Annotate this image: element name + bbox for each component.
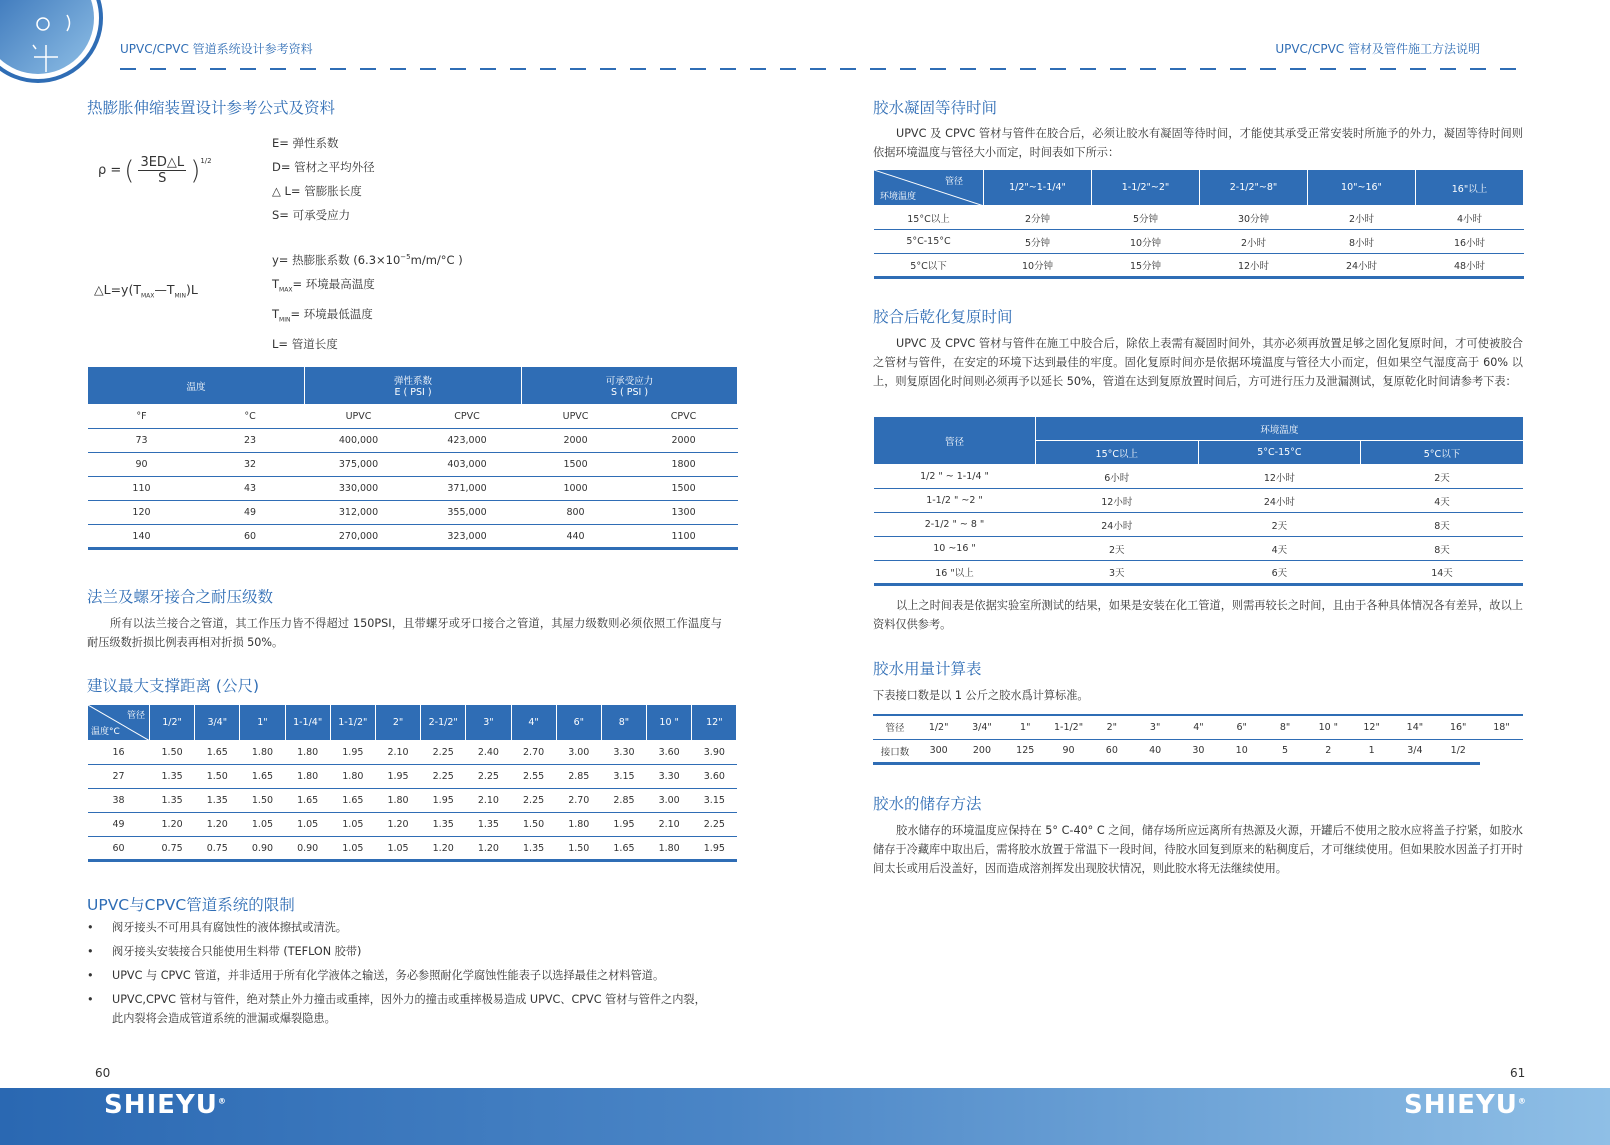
table-row: 15°C以上 2分钟 5分钟 30分钟 2小时 4小时 [874, 206, 1524, 230]
brand-logo-left: SHIEYU® [104, 1090, 227, 1120]
subhead-upvc-e: UPVC [305, 405, 413, 429]
table-row: 140 60 270,000 323,000 440 1100 [88, 525, 738, 549]
footer-band [0, 1088, 1610, 1145]
flange-pressure-paragraph: 所有以法兰接合之管道，其工作压力皆不得超过 150PSI，且带螺牙或牙口接合之管道，其屋力级数则必须依照工作温度与耐压级数折损比例表再相对折损 50%。 [87, 617, 722, 649]
subhead-f: °F [88, 405, 196, 429]
section-title-thermal-expansion: 热膨胀伸缩装置设计参考公式及资料 [87, 99, 336, 117]
definitions-block-2 [272, 245, 463, 356]
table-row: 2-1/2 " ~ 8 " 24小时 2天 8天 [874, 513, 1524, 537]
corner-diagonal-cell: 管径 环境温度 [874, 170, 984, 206]
th-size: 管径 [874, 417, 1036, 465]
def-l: L= 管道长度 [272, 337, 338, 352]
def-d: D= 管材之平均外径 [272, 160, 375, 174]
table-row: 120 49 312,000 355,000 800 1300 [88, 501, 738, 525]
table-row: 49 1.20 1.20 1.05 1.05 1.05 1.20 1.35 1.35 1.50 1.80 1.95 2.10 2.25 [88, 813, 737, 837]
section-title-cure-time: 胶水凝固等待时间 [873, 99, 998, 117]
glue-usage-table [873, 714, 1523, 765]
table-row: 90 32 375,000 403,000 1500 1800 [88, 453, 738, 477]
th-env-temp: 环境温度 [1036, 417, 1524, 441]
section-title-flange-pressure: 法兰及螺牙接合之耐压级数 [87, 588, 274, 606]
paren-left: ( [124, 155, 135, 186]
subhead-cpvc-e: CPVC [413, 405, 522, 429]
table-row: 27 1.35 1.50 1.65 1.80 1.80 1.95 2.25 2.25 2.55 2.85 3.15 3.30 3.60 [88, 765, 737, 789]
table-row: 5°C-15°C 5分钟 10分钟 2小时 8小时 16小时 [874, 230, 1524, 254]
page-number-right: 61 [1510, 1066, 1526, 1080]
recovery-time-table: 管径 环境温度 15°C以上 5°C-15°C 5°C以下 1/2 " ~ 1-1/4 " 6小时 12小时 2天 1-1/2 " ~2 " 12小时 24小时 4天 2-1/2 " ~ 8 " 24小时 2天 8天 10 ~16 " 2天 4天 8天 16 "以上 3天 6天 14天 [873, 416, 1524, 586]
formula-delta-l: $\triangle L=y(T_{MAX}—T_{MIN})L$ [94, 282, 198, 300]
list-item: • UPVC 与 CPVC 管道，并非适用于所有化学液体之输送，务必参照耐化学腐蚀性能表子以选择最佳之材料管道。 [87, 969, 665, 982]
cure-time-table: 管径 环境温度 1/2"~1-1/4" 1-1/2"~2" 2-1/2"~8" 10"~16" 16"以上 15°C以上 2分钟 5分钟 30分钟 2小时 4小时 5°C-15°C 5分钟 10分钟 2小时 8小时 16小时 5°C以下 10分钟 15分钟 12小时 24小时 48小时 [873, 169, 1524, 279]
glue-usage-intro: 下表接口数是以 1 公斤之胶水爲计算标准。 [873, 689, 1089, 702]
cure-time-paragraph: UPVC 及 CPVC 管材与管件在胶合后，必须让胶水有凝固等待时间，才能使其承受正常安装时所施予的外力，凝固等待时间则依据环境温度与管径大小而定，时间表如下所示： [873, 127, 1523, 159]
list-item: • 阀牙接头不可用具有腐蚀性的液体擦拭或清洗。 [87, 921, 347, 934]
table-row: 16 1.50 1.65 1.80 1.80 1.95 2.10 2.25 2.40 2.70 3.00 3.30 3.60 3.90 [88, 741, 737, 765]
formula-denominator: S [158, 171, 167, 186]
subhead-upvc-s: UPVC [522, 405, 630, 429]
table-row: 1/2 " ~ 1-1/4 " 6小时 12小时 2天 [874, 465, 1524, 489]
th-elastic: 弹性系数 E ( PSI ) [305, 367, 522, 405]
table-row: 10 ~16 " 2天 4天 8天 [874, 537, 1524, 561]
th-temp: 温度 [88, 367, 305, 405]
list-item: • 阀牙接头安装接合只能使用生料带 (TEFLON 胶带) [87, 945, 362, 958]
limitations-list [87, 918, 737, 1028]
table-row: 接口数 300 200 125 90 60 40 30 10 5 2 1 3/4 1/2 [873, 739, 1523, 763]
def-s: S= 可承受应力 [272, 208, 351, 222]
definitions-block-1 [272, 131, 375, 227]
table-row: 管径 1/2" 3/4" 1" 1-1/2" 2" 3" 4" 6" 8" 10 " 12" 14" 16" 18" [873, 715, 1523, 739]
th-stress: 可承受应力 S ( PSI ) [522, 367, 738, 405]
table-row: 1-1/2 " ~2 " 12小时 24小时 4天 [874, 489, 1524, 513]
def-tmin: $T_{MIN}=$ 环境最低温度 [272, 307, 373, 324]
section-title-glue-storage: 胶水的储存方法 [873, 795, 982, 813]
section-title-glue-usage: 胶水用量计算表 [873, 660, 982, 678]
page-number-left: 60 [95, 1066, 111, 1080]
header-dashed-divider [120, 68, 1520, 70]
subhead-c: °C [196, 405, 305, 429]
left-header-title: UPVC/CPVC 管道系统设计参考资料 [120, 42, 313, 56]
corner-logo [0, 0, 105, 85]
table-row: 38 1.35 1.35 1.50 1.65 1.65 1.80 1.95 2.10 2.25 2.70 2.85 3.00 3.15 [88, 789, 737, 813]
corner-diagonal-cell: 管径 温度°C [88, 705, 150, 741]
formula-exponent: 1/2 [200, 157, 212, 165]
right-header-title: UPVC/CPVC 管材及管件施工方法说明 [1275, 42, 1480, 56]
subhead-cpvc-s: CPVC [630, 405, 738, 429]
brand-logo-right: SHIEYU® [1404, 1090, 1527, 1120]
elastic-modulus-table [87, 366, 738, 550]
recovery-note-paragraph: 以上之时间表是依据实验室所测试的结果，如果是安装在化工管道，则需再较长之时间，且由于各种具体情况各有差异，故以上资料仅供参考。 [873, 599, 1523, 631]
def-y: y= 热膨胀系数 ($6.3\times 10^{-5}m/m/^\circ C$ ) [272, 252, 463, 267]
table-row: 110 43 330,000 371,000 1000 1500 [88, 477, 738, 501]
table-row: 16 "以上 3天 6天 14天 [874, 561, 1524, 585]
support-distance-table: 管径 温度°C 1/2" 3/4" 1" 1-1/4" 1-1/2" 2" 2-1/2" 3" 4" 6" 8" 10 " 12" 16 1.50 1.65 1.80 1.80 1.95 2.10 2.25 2.40 2.70 3.00 3.30 3.60 3.90 27 1.35 1.50 1.65 1.80 1.80 1.95 2.25 2.25 2.55 2.85 3.15 3.30 3.60 38 1.35 1.35 1.50 1.65 1.65 1.80 1.95 2.10 2.25 2.70 2.85 3.00 3.15 49 1.20 1.20 1.05 1.05 1.05 1.20 1.35 1.35 1.50 1.80 1.95 2.10 2.25 60 0.75 0.75 0.90 0.90 1.05 1.05 1.20 1.20 1.35 1.50 1.65 1.80 1.95 [87, 704, 737, 862]
list-item: • UPVC,CPVC 管材与管件，绝对禁止外力撞击或重摔，因外力的撞击或重摔极易造成 UPVC、CPVC 管材与管件之内裂， 此内裂将会造成管道系统的泄漏或爆裂隐患。 [87, 993, 706, 1025]
section-title-recovery-time: 胶合后乾化复原时间 [873, 308, 1013, 326]
formula-numerator: 3ED△L [140, 155, 185, 170]
def-dl: △ L= 管膨胀长度 [272, 184, 362, 198]
def-tmax: $T_{MAX}=$ 环境最高温度 [272, 276, 375, 294]
glue-storage-paragraph: 胶水储存的环境温度应保持在 5° C-40° C 之间，储存场所应远离所有热源及火源，开罐后不使用之胶水应将盖子拧紧，如胶水储存于冷藏库中取出后，需将胶水放置于常温下一段时间，待胶水回复到原来的粘稠度后，才可继续使用。但如果胶水因盖子打开时间太长或用后没盖好，因而造成溶剂挥发出现胶状情况，则此胶水将无法继续使用。 [873, 824, 1523, 875]
table-row: 60 0.75 0.75 0.90 0.90 1.05 1.05 1.20 1.20 1.35 1.50 1.65 1.80 1.95 [88, 837, 737, 861]
section-title-support-distance: 建议最大支撑距离 (公尺) [87, 677, 260, 695]
recovery-time-paragraph: UPVC 及 CPVC 管材与管件在施工中胶合后，除依上表需有凝固时间外，其亦必须再放置足够之固化复原时间，才可使被胶合之管材与管件，在安定的环境下达到最佳的牢度。固化复原时间亦是依据环境温度与管径大小而定，但如果空气湿度高于 60% 以上，则复原固化时间则必须再予以延长 50%，管道在达到复原放置时间后，方可进行压力及泄漏测试，复原乾化时间请参考下表： [873, 337, 1523, 388]
formula-rho: ρ = ( $\frac{3ED\triangle L}{S}$ ) 1/2 [98, 155, 212, 186]
table-row: 73 23 400,000 423,000 2000 2000 [88, 429, 738, 453]
section-title-limitations: UPVC与CPVC管道系统的限制 [87, 896, 295, 914]
paren-right: ) [190, 155, 201, 186]
table-row: 5°C以下 10分钟 15分钟 12小时 24小时 48小时 [874, 254, 1524, 278]
def-e: E= 弹性系数 [272, 136, 339, 150]
